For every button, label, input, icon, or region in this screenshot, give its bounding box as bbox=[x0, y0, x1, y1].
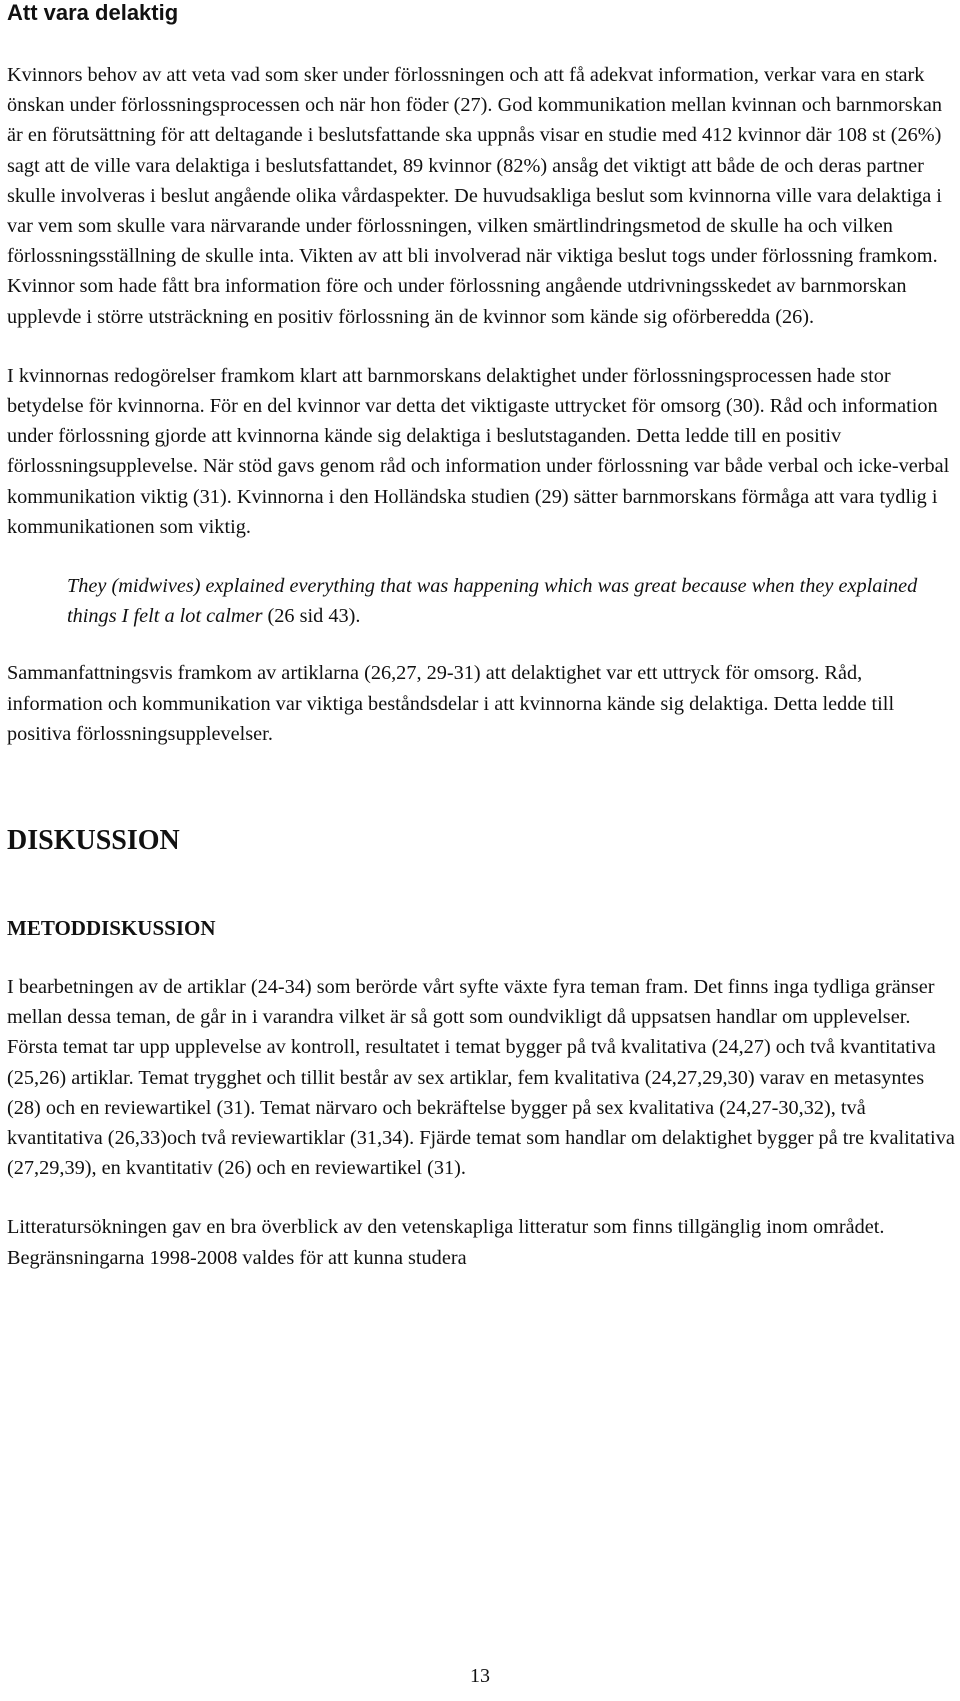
paragraph: Litteratursökningen gav en bra överblick av den vetenskapliga litteratur som finns tillgänglig inom området. Begränsningarna 1998-2008 valdes för att kunna studera bbox=[7, 1216, 885, 1269]
paragraph: I bearbetningen av de artiklar (24-34) som berörde vårt syfte växte fyra teman fram. Det finns inga tydliga gränser mellan dessa teman, de går in i varandra vilket är så gott som oundvikligt då uppsatsen handlar om upplevelser. Första temat tar upp upplevelse av kontroll, resultatet i temat bygger på två kvalitativa (24,27) och två kvantitativa (25,26) artiklar. Temat trygghet och tillit består av sex artiklar, fem kvalitativa (24,27,29,30) varav en metasyntes (28) och en reviewartikel (31). Temat närvaro och bekräftelse bygger på sex kvalitativa (24,27-30,32), två kvantitativa (26,33)och två reviewartiklar (31,34). Fjärde temat som handlar om delaktighet bygger på tre kvalitativa (27,29,39), en kvantitativ (26) och en reviewartikel (31). bbox=[7, 976, 955, 1180]
paragraph: Sammanfattningsvis framkom av artiklarna (26,27, 29-31) att delaktighet var ett uttryck för omsorg. Råd, information och kommunikation var viktiga beståndsdelar i att kvinnorna kände sig delaktiga. Detta ledde till positiva förlossningsupplevelser. bbox=[7, 662, 895, 745]
chapter-heading: DISKUSSION bbox=[7, 825, 180, 857]
page-number: 13 bbox=[470, 1665, 490, 1687]
document-page bbox=[7, 0, 955, 1273]
quote-citation: (26 sid 43). bbox=[262, 605, 361, 628]
quote-text: They (midwives) explained everything that was happening which was great because when they explained things I felt a lot calmer bbox=[67, 575, 918, 628]
subchapter-heading: METODDISKUSSION bbox=[7, 916, 216, 941]
block-quote bbox=[67, 571, 927, 631]
paragraph: Kvinnors behov av att veta vad som sker under förlossningen och att få adekvat information, verkar vara en stark önskan under förlossningsprocessen och när hon föder (27). God kommunikation mellan kvinnan och barnmorskan är en förutsättning för att deltagande i beslutsfattande ska uppnås visar en studie med 412 kvinnor där 108 st (26%) sagt att de ville vara delaktiga i beslutsfattandet, 89 kvinnor (82%) ansåg det viktigt att både de och deras partner skulle involveras i beslut angående olika vårdaspekter. De huvudsakliga beslut som kvinnorna ville vara delaktiga i var vem som skulle vara närvarande under förlossningen, vilken smärtlindringsmetod de skulle ha och vilken förlossningsställning de skulle inta. Vikten av att bli involverad när viktiga beslut togs under förlossning framkom. Kvinnor som hade fått bra information före och under förlossning angående utdrivningsskedet av barnmorskan upplevde i större utsträckning en positiv förlossning än de kvinnor som kände sig oförberedda (26). bbox=[7, 64, 942, 328]
paragraph: I kvinnornas redogörelser framkom klart att barnmorskans delaktighet under förlossningsprocessen hade stor betydelse för kvinnorna. För en del kvinnor var detta det viktigaste uttrycket för omsorg (30). Råd och information under förlossning gjorde att kvinnorna kände sig delaktiga i beslutstaganden. Detta ledde till en positiv förlossningsupplevelse. När stöd gavs genom råd och information under förlossning var både verbal och icke-verbal kommunikation viktig (31). Kvinnorna i den Holländska studien (29) sätter barnmorskans förmåga att vara tydlig i kommunikationen som viktig. bbox=[7, 364, 950, 538]
section-heading: Att vara delaktig bbox=[7, 0, 179, 25]
